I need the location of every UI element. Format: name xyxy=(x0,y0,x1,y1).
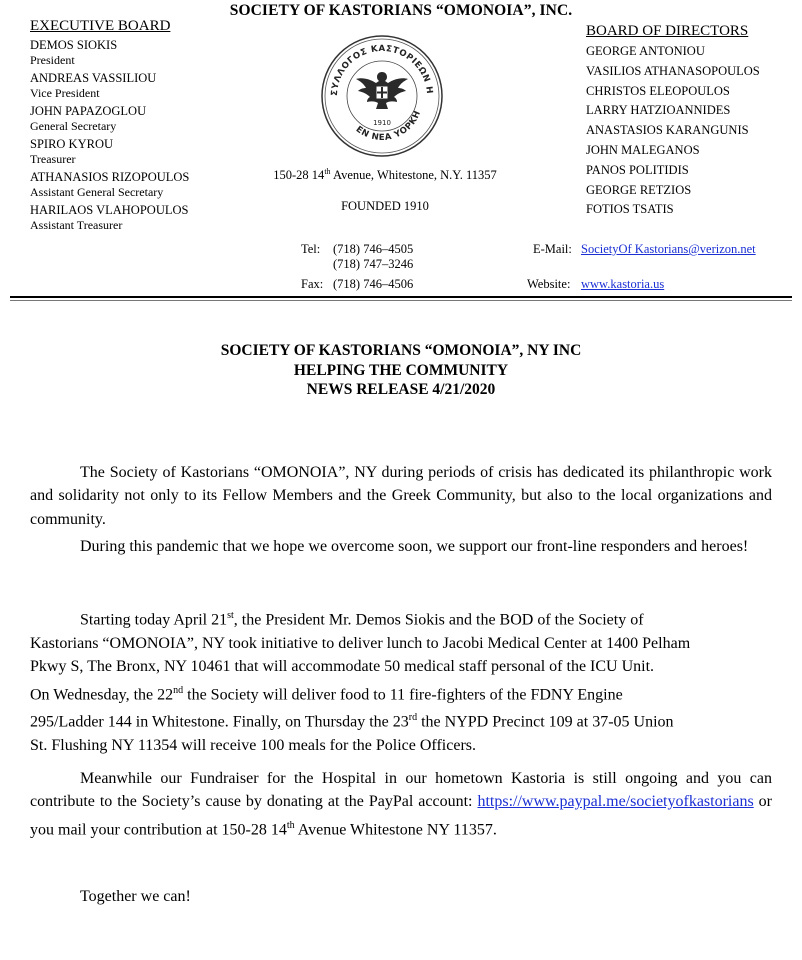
email-link[interactable]: SocietyOf Kastorians@verizon.net xyxy=(581,242,756,256)
seal-ring-text: ΣΥΛΛΟΓΟΣ ΚΑΣΤΟΡΙΕΩΝ Η xyxy=(329,43,435,97)
member-name: SPIRO KYROU xyxy=(30,137,114,151)
website-link[interactable]: www.kastoria.us xyxy=(581,277,665,291)
seal-year: 1910 xyxy=(373,119,391,127)
paragraph-intro: The Society of Kastorians “OMONOIA”, NY during periods of crisis has dedicated its philanthropic work and solidarity not only to its Fellow Members and the Greek Community, but also to the local organizations and community. xyxy=(30,464,772,528)
letterhead-divider-thin xyxy=(10,300,792,301)
fax-number: (718) 746–4506 xyxy=(333,277,414,291)
director-name: LARRY HATZIOANNIDES xyxy=(586,103,731,118)
member-name: JOHN PAPAZOGLOU xyxy=(30,104,147,118)
founded-year: FOUNDED 1910 xyxy=(341,199,429,213)
member-name: DEMOS SIOKIS xyxy=(30,38,118,52)
board-member xyxy=(30,70,270,101)
board-member xyxy=(30,136,270,167)
closing-line: Together we can! xyxy=(80,888,191,905)
seal-bottom-text: ΕΝ ΝΕΑ ΥΟΡΚΗ xyxy=(353,109,424,144)
paragraph-deliveries: Starting today April 21st, the President Mr. Demos Siokis and the BOD of the Society of Kastorians “OMONOIA”, NY took initiative to deliver lunch to Jacobi Medical Center at 1400 Pelham Pkwy S, The Bronx, NY 10461 that will accommodate 50 medical staff personal of the ICU Unit. On Wednesday, the 22nd the Society will deliver food to 11 fire-fighters of the FDNY Engine 295/Ladder 144 in Whitestone. Finally, on Thursday the 23rd the NYPD Precinct 109 at 37-05 Union St. Flushing NY 11354 will receive 100 meals for the Police Officers. xyxy=(30,610,691,755)
director-name: JOHN MALEGANOS xyxy=(586,142,700,157)
release-heading-title: SOCIETY OF KASTORIANS “OMONOIA”, NY INC xyxy=(220,342,582,359)
paypal-link[interactable]: https://www.paypal.me/societyofkastorians xyxy=(477,793,754,811)
paragraph-pandemic: During this pandemic that we hope we overcome soon, we support our front-line responders and heroes! xyxy=(80,538,749,555)
member-role: Treasurer xyxy=(30,152,76,166)
board-of-directors xyxy=(586,22,796,220)
tel-label: Tel: xyxy=(301,242,321,256)
director-name: FOTIOS TSATIS xyxy=(586,202,674,217)
letterhead-divider xyxy=(10,296,792,298)
member-role: President xyxy=(30,53,75,67)
director-name: CHRISTOS ELEOPOULOS xyxy=(586,83,730,98)
board-member xyxy=(30,37,270,68)
board-of-directors-heading: BOARD OF DIRECTORS xyxy=(586,23,749,39)
society-address: 150-28 14th Avenue, Whitestone, N.Y. 11357 xyxy=(273,167,497,183)
member-role: Vice President xyxy=(30,86,100,100)
director-name: GEORGE RETZIOS xyxy=(586,182,692,197)
society-seal xyxy=(320,34,444,158)
board-member xyxy=(30,103,270,134)
member-name: ATHANASIOS RIZOPOULOS xyxy=(30,170,190,184)
phone-number: (718) 746–4505 xyxy=(333,242,414,256)
org-title: SOCIETY OF KASTORIANS “OMONOIA”, INC. xyxy=(229,2,573,19)
member-role: Assistant Treasurer xyxy=(30,218,123,232)
member-role: General Secretary xyxy=(30,119,117,133)
member-name: HARILAOS VLAHOPOULOS xyxy=(30,203,189,217)
release-heading-subtitle: HELPING THE COMMUNITY xyxy=(293,361,509,379)
director-name: ANASTASIOS KARANGUNIS xyxy=(586,123,749,138)
paragraph-fundraiser: Meanwhile our Fundraiser for the Hospital in our hometown Kastoria is still ongoing and you can contribute to the Society’s cause by donating at the PayPal account: https://www.paypal.me/societyofkastorians or you mail your contribution at 150-28 14th Avenue Whitestone NY 11357. xyxy=(30,770,773,839)
director-name: VASILIOS ATHANASOPOULOS xyxy=(586,63,760,78)
executive-board-heading: EXECUTIVE BOARD xyxy=(30,18,171,34)
director-name: PANOS POLITIDIS xyxy=(586,162,689,177)
website-label: Website: xyxy=(527,277,571,291)
fax-label: Fax: xyxy=(301,277,324,291)
release-heading xyxy=(0,341,802,400)
email-label: E-Mail: xyxy=(533,242,572,256)
phone-number: (718) 747–3246 xyxy=(333,257,414,271)
member-role: Assistant General Secretary xyxy=(30,185,164,199)
member-name: ANDREAS VASSILIOU xyxy=(30,71,157,85)
director-name: GEORGE ANTONIOU xyxy=(586,44,705,58)
release-heading-date: NEWS RELEASE 4/21/2020 xyxy=(306,381,496,398)
